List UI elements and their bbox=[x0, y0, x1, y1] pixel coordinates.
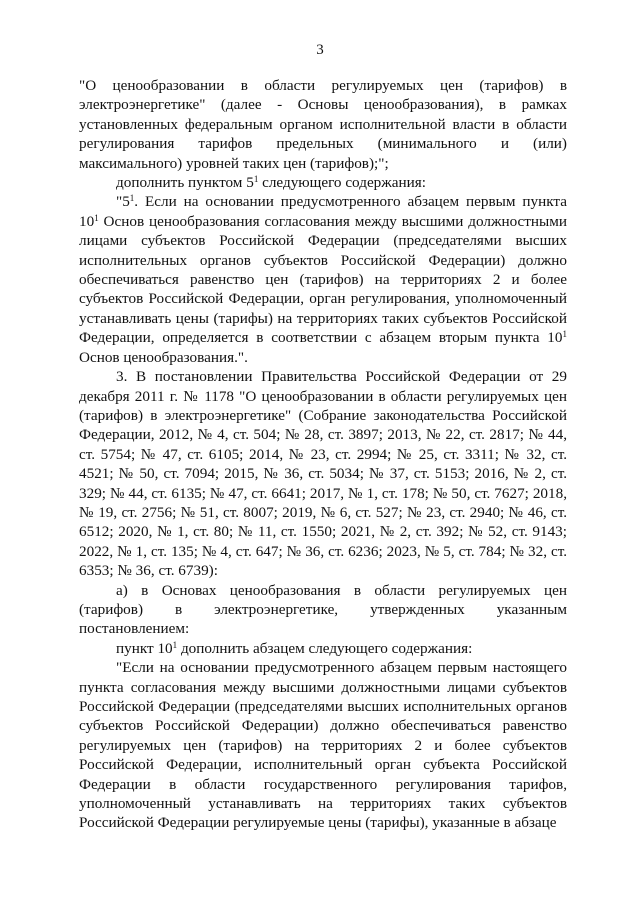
paragraph-continuation: "О ценообразовании в области регулируемых цен (тарифов) в электроэнергетике" (далее - Основы ценообразования), в рамках установленных федеральным органом исполнительной власти в области регулирования тарифов предельных (минимального и (или) максимального) уровней таких цен (тарифов);"; bbox=[79, 77, 567, 172]
superscript-mark: 1 bbox=[94, 212, 99, 223]
superscript-mark: 1 bbox=[253, 174, 259, 185]
paragraph-quoted-addition: "Если на основании предусмотренного абзацем первым настоящего пункта согласования между высшими должностными лицами субъектов Российской Федерации (председателями высших исполнительных органов субъектов Российской Федерации) должно обеспечиваться равенство регулируемых цен (тарифов) на территориях 2 и более субъектов Российской Федерации, исполнительный орган субъекта Российской Федерации в области государственного регулирования тарифов, уполномоченный устанавливать на территориях таких субъектов Российской Федерации регулируемые цены (тарифы), указанные в абзаце bbox=[79, 659, 567, 832]
superscript-mark: 1 bbox=[172, 639, 178, 650]
page-number: 3 bbox=[316, 42, 324, 58]
paragraph-subitem-a: а) в Основах ценообразования в области регулируемых цен (тарифов) в электроэнергетике, утвержденных указанным постановлением: bbox=[79, 581, 567, 638]
paragraph-item-3: 3. В постановлении Правительства Российской Федерации от 29 декабря 2011 г. № 1178 "О ценообразовании в области регулируемых цен (тарифов) в электроэнергетике" (Собрание законодательства Российской Федерации, 2012, № 4, ст. 504; № 28, ст. 3897; 2013, № 22, ст. 2817; № 44, ст. 5754; № 47, ст. 6105; 2014, № 23, ст. 2994; № 25, ст. 3311; № 32, ст. 4521; № 50, ст. 7094; 2015, № 36, ст. 5034; № 37, ст. 5153; 2016, № 2, ст. 329; № 44, ст. 6135; № 47, ст. 6641; 2017, № 1, ст. 178; № 50, ст. 7627; 2018, № 19, ст. 2756; № 51, ст. 8007; 2019, № 6, ст. 527; № 23, ст. 2940; № 46, ст. 6512; 2020, № 1, ст. 80; № 11, ст. 1550; 2021, № 2, ст. 392; № 52, ст. 9143; 2022, № 1, ст. 135; № 4, ст. 647; № 36, ст. 6236; 2023, № 5, ст. 784; № 32, ст. 6353; № 36, ст. 6739): bbox=[79, 368, 567, 580]
superscript-mark: 1 bbox=[129, 193, 135, 204]
paragraph-add-point-5-1: дополнить пунктом $5^1$ следующего содержания: bbox=[116, 174, 426, 192]
superscript-mark: 1 bbox=[562, 329, 567, 340]
paragraph-point-5-1-text: "$5^1$. Если на основании предусмотренного абзацем первым пункта $10^1$ Основ ценообразования согласования между высшими должностными лицами субъектов Российской Федерации (председателями высших исполнительных органов субъектов Российской Федерации) должно обеспечиваться равенство цен (тарифов) на территориях 2 и более субъектов Российской Федерации, орган регулирования, уполномоченный устанавливать цены (тарифы) на территориях таких субъектов Российской Федерации, определяется в соответствии с абзацем вторым пункта $10^1$ Основ ценообразования.". bbox=[79, 193, 567, 366]
paragraph-point-10-1: пункт $10^1$ дополнить абзацем следующего содержания: bbox=[116, 639, 473, 657]
document-body bbox=[79, 76, 567, 833]
